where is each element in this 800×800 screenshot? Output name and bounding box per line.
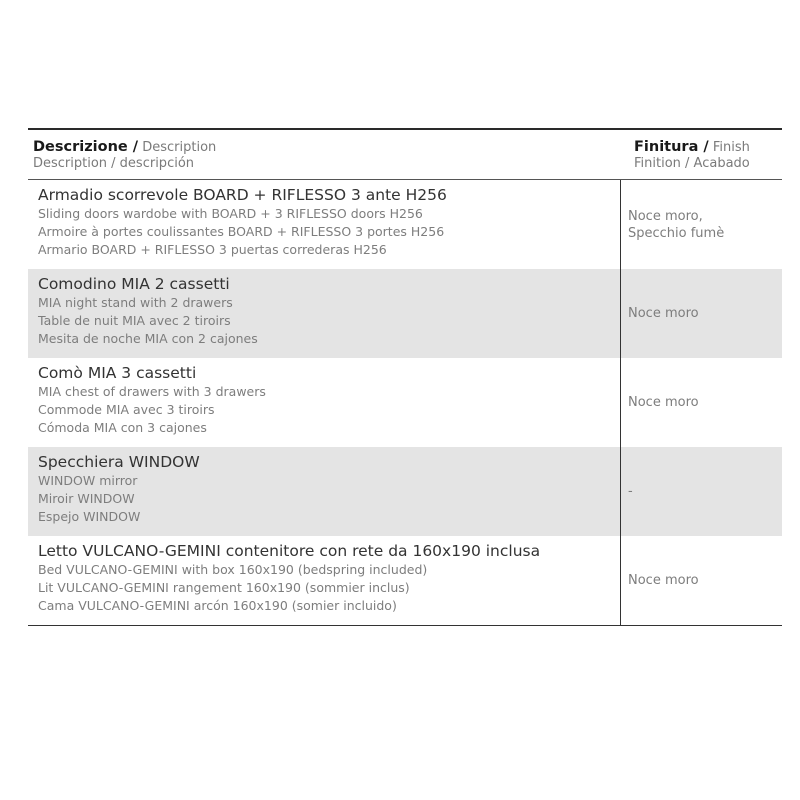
finish-line: Noce moro (628, 306, 699, 321)
table-row (28, 447, 782, 536)
row-description (28, 358, 620, 447)
header-finish-bold: Finitura / (634, 139, 709, 155)
header-finish-light: Finish (708, 140, 750, 155)
item-french: Commode MIA avec 3 tiroirs (38, 402, 215, 417)
item-french: Armoire à portes coulissantes BOARD + RIFLESSO 3 portes H256 (38, 224, 445, 239)
table-body (28, 180, 782, 626)
row-description (28, 269, 620, 358)
table-row (28, 536, 782, 625)
item-title: Letto VULCANO-GEMINI contenitore con rete da 160x190 inclusa (38, 542, 541, 560)
table-row (28, 180, 782, 269)
item-english: Bed VULCANO-GEMINI with box 160x190 (bedspring included) (38, 562, 428, 577)
row-finish (620, 536, 782, 625)
row-finish (620, 180, 782, 269)
item-french: Miroir WINDOW (38, 491, 135, 506)
finish-line: Noce moro (628, 573, 699, 588)
row-description (28, 536, 620, 625)
row-description (28, 447, 620, 536)
item-title: Armadio scorrevole BOARD + RIFLESSO 3 ante H256 (38, 186, 447, 204)
item-spanish: Armario BOARD + RIFLESSO 3 puertas correderas H256 (38, 242, 387, 257)
table-header (28, 130, 782, 180)
row-finish (620, 269, 782, 358)
header-finish-sub: Finition / Acabado (634, 156, 750, 171)
header-finish (620, 130, 782, 179)
row-finish (620, 358, 782, 447)
item-spanish: Cómoda MIA con 3 cajones (38, 420, 207, 435)
header-description-sub: Description / descripción (33, 156, 195, 171)
item-english: MIA chest of drawers with 3 drawers (38, 384, 266, 399)
product-table (28, 128, 782, 626)
item-english: Sliding doors wardobe with BOARD + 3 RIFLESSO doors H256 (38, 206, 423, 221)
item-spanish: Espejo WINDOW (38, 509, 141, 524)
item-french: Lit VULCANO-GEMINI rangement 160x190 (sommier inclus) (38, 580, 410, 595)
finish-line: Noce moro (628, 395, 699, 410)
header-description-bold: Descrizione / (33, 139, 139, 155)
item-french: Table de nuit MIA avec 2 tiroirs (38, 313, 231, 328)
item-title: Comodino MIA 2 cassetti (38, 275, 230, 293)
item-spanish: Mesita de noche MIA con 2 cajones (38, 331, 258, 346)
header-description-light: Description (138, 140, 217, 155)
finish-line: Noce moro, (628, 208, 703, 224)
item-english: WINDOW mirror (38, 473, 138, 488)
row-description (28, 180, 620, 269)
item-english: MIA night stand with 2 drawers (38, 295, 233, 310)
item-spanish: Cama VULCANO-GEMINI arcón 160x190 (somier incluido) (38, 598, 397, 613)
table-row (28, 269, 782, 358)
item-title: Comò MIA 3 cassetti (38, 364, 197, 382)
header-description (28, 130, 620, 179)
item-title: Specchiera WINDOW (38, 453, 200, 471)
table-row (28, 358, 782, 447)
row-finish (620, 447, 782, 536)
finish-line: - (628, 484, 633, 499)
finish-line: Specchio fumè (628, 225, 725, 241)
